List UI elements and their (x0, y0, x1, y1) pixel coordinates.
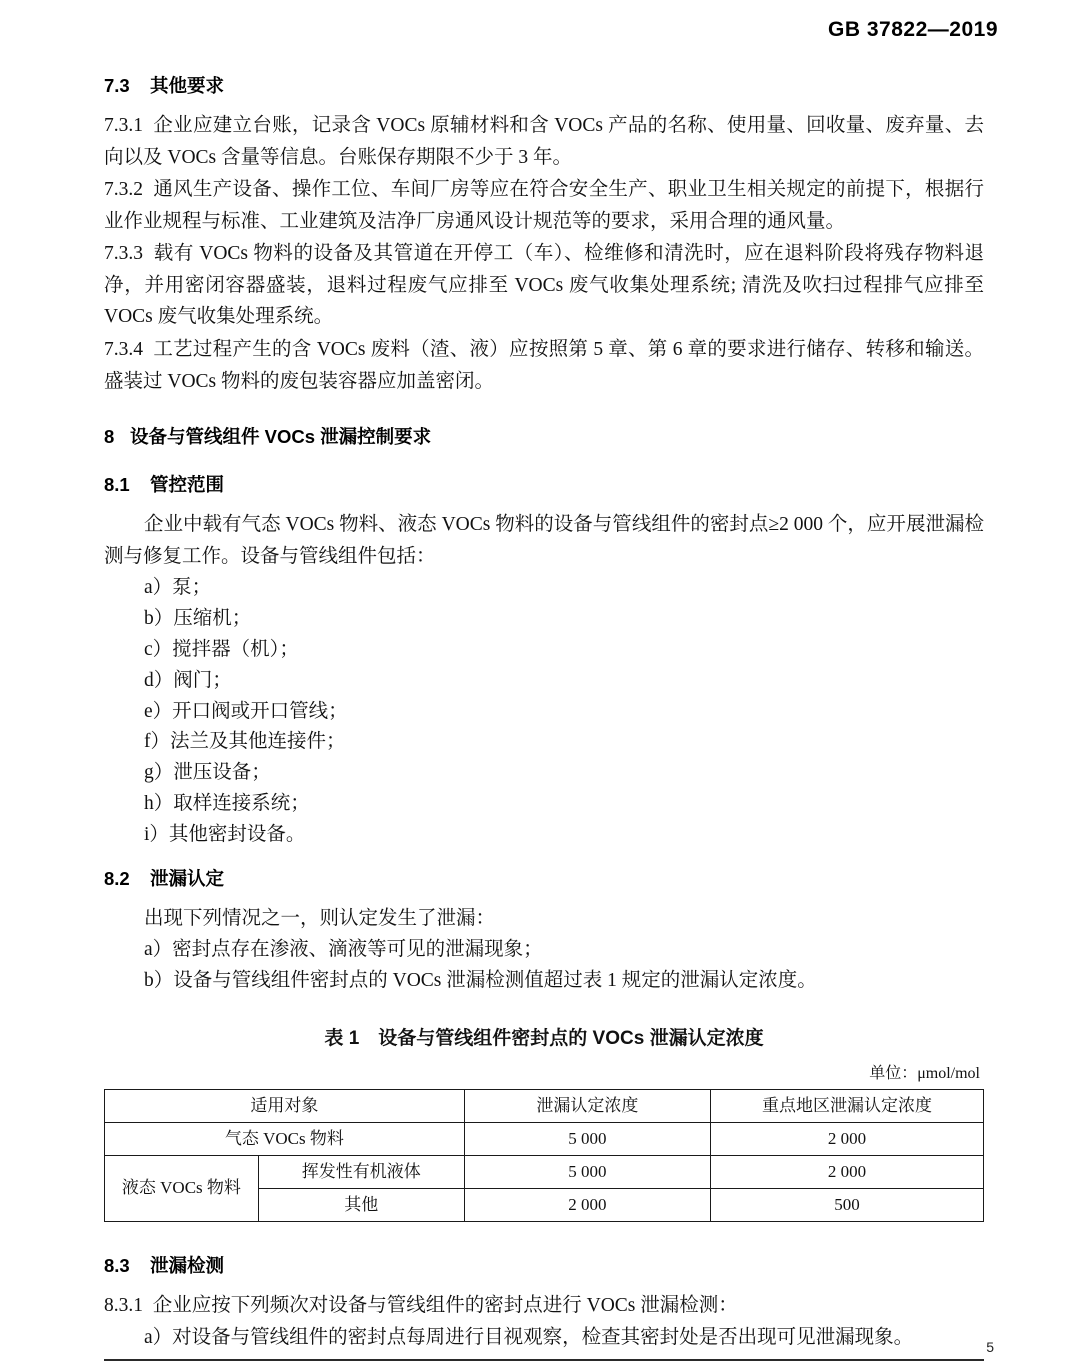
list-item: b）压缩机； (144, 608, 252, 630)
heading-8-3-title: 泄漏检测 (150, 1255, 225, 1277)
paragraph-7-3-4-text: 工艺过程产生的含 VOCs 废料（渣、液）应按照第 5 章、第 6 章的要求进行储存、转移和输送。盛装过 VOCs 物料的废包装容器应加盖密闭。 (104, 339, 985, 392)
paragraph-7-3-2-number: 7.3.2 (104, 179, 143, 201)
page-number: 5 (986, 1339, 994, 1355)
table-row (105, 1122, 984, 1155)
list-item: h）取样连接系统； (144, 792, 310, 814)
paragraph-7-3-3 (104, 238, 984, 333)
table-1-unit-label: 单位：μmol/mol (869, 1064, 980, 1082)
heading-7-3-title: 其他要求 (150, 75, 225, 96)
paragraph-8-2-body: 出现下列情况之一，则认定发生了泄漏： (144, 907, 496, 929)
paragraph-8-3-1-number: 8.3.1 (104, 1295, 143, 1317)
paragraph-8-1-body: 企业中载有气态 VOCs 物料、液态 VOCs 物料的设备与管线组件的密封点≥2 000 个，应开展泄漏检测与修复工作。设备与管线组件包括： (104, 514, 984, 567)
paragraph-7-3-1 (104, 110, 984, 173)
table-cell-concentration: 2 000 (464, 1188, 710, 1221)
heading-7-3 (104, 72, 984, 98)
table-cell-key-area-concentration: 2 000 (711, 1122, 984, 1155)
table-cell-object-sub: 挥发性有机液体 (258, 1155, 464, 1188)
list-item: g）泄压设备； (144, 762, 271, 784)
heading-8-1-number: 8.1 (104, 474, 130, 496)
list-item: a）泵； (144, 577, 212, 599)
table-1 (104, 1089, 984, 1222)
paragraph-7-3-4-number: 7.3.4 (104, 339, 143, 361)
paragraph-7-3-3-text: 载有 VOCs 物料的设备及其管道在开停工（车）、检维修和清洗时，应在退料阶段将残存物料退净，并用密闭容器盛装，退料过程废气应排至 VOCs 废气收集处理系统; 清洗及吹扫过程排气应排至 VOCs 废气收集处理系统。 (104, 243, 984, 328)
table-header-row (105, 1089, 984, 1122)
paragraph-8-3-1-text: 企业应按下列频次对设备与管线组件的密封点进行 VOCs 泄漏检测： (152, 1295, 738, 1317)
paragraph-7-3-3-number: 7.3.3 (104, 243, 143, 265)
heading-8-3 (104, 1252, 984, 1278)
list-item: f）法兰及其他连接件； (144, 731, 346, 753)
list-item: d）阀门； (144, 669, 232, 691)
heading-7-3-number: 7.3 (104, 75, 130, 96)
paragraph-7-3-1-text: 企业应建立台账，记录含 VOCs 原辅材料和含 VOCs 产品的名称、使用量、回收量、废弃量、去向以及 VOCs 含量等信息。台账保存期限不少于 3 年。 (104, 115, 985, 168)
table-cell-object: 气态 VOCs 物料 (105, 1122, 465, 1155)
table-row (105, 1155, 984, 1188)
list-item: c）搅拌器（机）； (144, 638, 299, 660)
table-cell-key-area-concentration: 500 (711, 1188, 984, 1221)
table-header-cell-object: 适用对象 (105, 1089, 465, 1122)
table-cell-object-sub: 其他 (258, 1188, 464, 1221)
table-cell-concentration: 5 000 (464, 1155, 710, 1188)
page-header-standard-code: GB 37822—2019 (828, 18, 998, 41)
heading-8 (104, 423, 984, 449)
list-item: b）设备与管线组件密封点的 VOCs 泄漏检测值超过表 1 规定的泄漏认定浓度。 (144, 969, 817, 991)
table-header-cell-key-area-concentration: 重点地区泄漏认定浓度 (711, 1089, 984, 1122)
heading-8-1-title: 管控范围 (150, 474, 225, 496)
heading-8-number: 8 (104, 426, 115, 448)
list-item: a）密封点存在渗液、滴液等可见的泄漏现象； (144, 939, 543, 961)
table-cell-key-area-concentration: 2 000 (711, 1155, 984, 1188)
spacer (104, 851, 984, 865)
heading-8-2-title: 泄漏认定 (150, 867, 225, 889)
list-item: a）对设备与管线组件的密封点每周进行目视观察，检查其密封处是否出现可见泄漏现象。 (144, 1326, 914, 1348)
paragraph-7-3-1-number: 7.3.1 (104, 115, 143, 136)
heading-8-2 (104, 865, 984, 891)
heading-8-1 (104, 471, 984, 497)
paragraph-7-3-2 (104, 174, 984, 237)
list-item: e）开口阀或开口管线； (144, 700, 348, 722)
list-item: i）其他密封设备。 (144, 823, 306, 845)
table-1-caption: 表 1 设备与管线组件密封点的 VOCs 泄漏认定浓度 (324, 1027, 764, 1049)
heading-8-3-number: 8.3 (104, 1255, 130, 1277)
table-cell-object: 液态 VOCs 物料 (105, 1155, 259, 1221)
paragraph-7-3-2-text: 通风生产设备、操作工位、车间厂房等应在符合安全生产、职业卫生相关规定的前提下，根据行业作业规程与标准、工业建筑及洁净厂房通风设计规范等的要求，采用合理的通风量。 (104, 179, 984, 232)
table-cell-concentration: 5 000 (464, 1122, 710, 1155)
table-header-cell-concentration: 泄漏认定浓度 (464, 1089, 710, 1122)
paragraph-7-3-4 (104, 334, 984, 397)
heading-8-2-number: 8.2 (104, 867, 130, 889)
paragraph-8-3-1 (104, 1290, 984, 1322)
document-content (104, 72, 984, 1353)
heading-8-title: 设备与管线组件 VOCs 泄漏控制要求 (130, 426, 432, 448)
